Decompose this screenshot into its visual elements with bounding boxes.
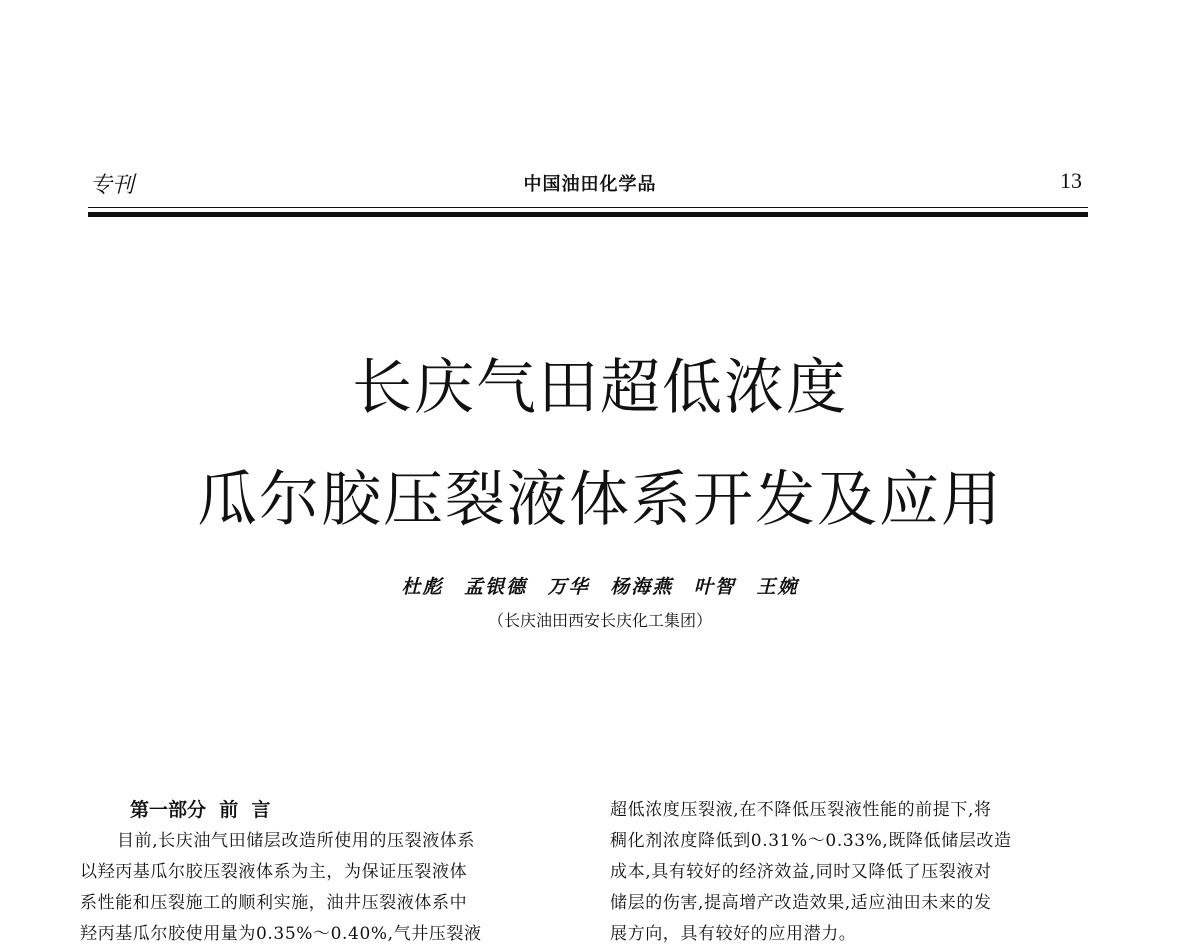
header-rule-thin bbox=[88, 207, 1088, 208]
text-line: 超低浓度压裂液,在不降低压裂液性能的前提下,将 bbox=[610, 800, 992, 820]
text-line: 以羟丙基瓜尔胶压裂液体系为主，为保证压裂液体 bbox=[80, 862, 468, 882]
journal-section-label: 专刊 bbox=[90, 173, 135, 198]
text-line: 目前,长庆油气田储层改造所使用的压裂液体系 bbox=[117, 831, 476, 851]
article-title-line-2: 瓜尔胶压裂液体系开发及应用 bbox=[197, 465, 1003, 535]
article-title-line-1: 长庆气田超低浓度 bbox=[352, 353, 848, 423]
text-line: 系性能和压裂施工的顺利实施，油井压裂液体系中 bbox=[80, 893, 468, 913]
text-line: 成本,具有较好的经济效益,同时又降低了压裂液对 bbox=[610, 862, 992, 882]
header-rule-thick bbox=[88, 212, 1088, 217]
right-column bbox=[610, 795, 1130, 950]
section-heading: 第一部分 前 言 bbox=[130, 799, 271, 821]
journal-name: 中国油田化学品 bbox=[523, 174, 657, 195]
text-line: 稠化剂浓度降低到0.31%～0.33%,既降低储层改造 bbox=[610, 831, 1012, 851]
author-list: 杜彪 孟银德 万华 杨海燕 叶智 王婉 bbox=[401, 576, 799, 598]
text-line: 羟丙基瓜尔胶使用量为0.35%～0.40%,气井压裂液 bbox=[80, 924, 482, 944]
page-number: 13 bbox=[1060, 168, 1082, 193]
text-line: 储层的伤害,提高增产改造效果,适应油田未来的发 bbox=[610, 893, 992, 913]
text-line: 展方向，具有较好的应用潜力。 bbox=[610, 924, 857, 944]
left-column bbox=[80, 795, 610, 950]
author-affiliation: （长庆油田西安长庆化工集团） bbox=[487, 611, 712, 630]
running-head bbox=[90, 168, 1090, 198]
